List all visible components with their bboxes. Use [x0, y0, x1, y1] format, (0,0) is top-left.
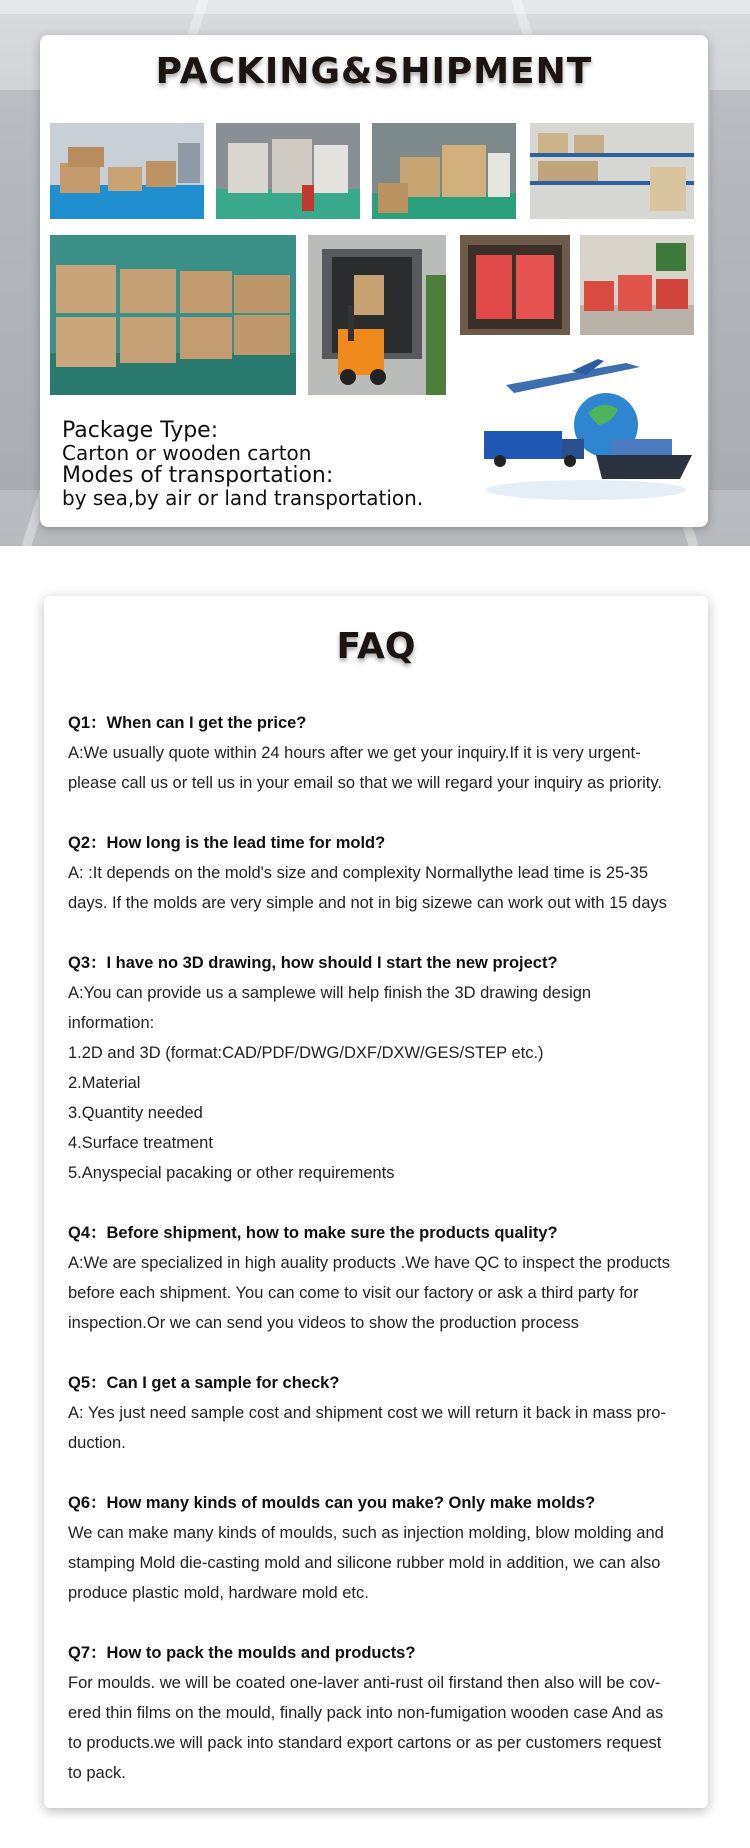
faq-item — [68, 948, 694, 1188]
packing-shipment-card — [40, 35, 708, 527]
faq-answer — [68, 738, 694, 798]
faq-answer-line: ered thin films on the mould, finally pack into non-fumigation wooden case And as — [68, 1704, 664, 1722]
faq-answer-line: A:You can provide us a samplewe will help finish the 3D drawing design — [68, 984, 592, 1002]
faq-answer-line: duction. — [68, 1434, 126, 1452]
package-info — [62, 420, 423, 510]
faq-item — [68, 708, 694, 798]
package-type-label: Package Type: — [62, 418, 219, 443]
faq-answer-line: A:We are specialized in high auality products .We have QC to inspect the products — [68, 1254, 670, 1272]
faq-item — [68, 1638, 694, 1788]
faq-answer-line: please call us or tell us in your email so that we will regard your inquiry as priority. — [68, 774, 662, 792]
faq-question: Q5：Can I get a sample for check? — [68, 1374, 340, 1392]
modes-value: by sea,by air or land transportation. — [62, 486, 424, 510]
faq-answer-line: 5.Anyspecial pacaking or other requirements — [68, 1164, 395, 1182]
faq-question: Q3：I have no 3D drawing, how should I start the new project? — [68, 954, 558, 972]
faq-item — [68, 1488, 694, 1608]
faq-answer — [68, 1518, 694, 1608]
faq-answer-line: 2.Material — [68, 1074, 141, 1092]
faq-item — [68, 1368, 694, 1458]
transportation-globe-illustration — [476, 355, 698, 505]
modes-label: Modes of transportation: — [62, 463, 334, 488]
faq-title: FAQ — [336, 626, 416, 667]
faq-answer-line: For moulds. we will be coated one-laver anti-rust oil firstand then also will be cov- — [68, 1674, 661, 1692]
faq-answer — [68, 1248, 694, 1338]
faq-answer-line: A: Yes just need sample cost and shipment cost we will return it back in mass pro- — [68, 1404, 666, 1422]
faq-list — [68, 708, 694, 1818]
packing-title: PACKING&SHIPMENT — [155, 51, 593, 92]
stacked-cartons-photo — [372, 123, 516, 219]
faq-answer-line: 3.Quantity needed — [68, 1104, 203, 1122]
faq-answer — [68, 1668, 694, 1788]
faq-card — [44, 596, 708, 1808]
faq-answer-line: 4.Surface treatment — [68, 1134, 213, 1152]
faq-question: Q4：Before shipment, how to make sure the products quality? — [68, 1224, 558, 1242]
faq-question: Q2：How long is the lead time for mold? — [68, 834, 386, 852]
faq-item — [68, 828, 694, 918]
faq-answer-line: We can make many kinds of moulds, such as injection molding, blow molding and — [68, 1524, 664, 1542]
faq-answer — [68, 858, 694, 918]
container-red-cartons-photo — [460, 235, 570, 335]
warehouse-shelves-photo — [530, 123, 694, 219]
faq-answer-line: 1.2D and 3D (format:CAD/PDF/DWG/DXF/DXW/GES/STEP etc.) — [68, 1044, 544, 1062]
faq-answer-line: inspection.Or we can send you videos to show the production process — [68, 1314, 579, 1332]
faq-answer-line: A:We usually quote within 24 hours after we get your inquiry.If it is very urgent- — [68, 744, 641, 762]
faq-answer-line: A: :It depends on the mold's size and complexity Normallythe lead time is 25-35 — [68, 864, 649, 882]
faq-question: Q7：How to pack the moulds and products? — [68, 1644, 416, 1662]
faq-answer-line: produce plastic mold, hardware mold etc. — [68, 1584, 369, 1602]
faq-answer — [68, 978, 694, 1188]
faq-answer-line: to pack. — [68, 1764, 126, 1782]
faq-answer — [68, 1398, 694, 1458]
red-cartons-warehouse-photo — [580, 235, 694, 335]
faq-answer-line: to products.we will pack into standard export cartons or as per customers request — [68, 1734, 662, 1752]
pallets-of-cartons-photo — [50, 235, 296, 395]
faq-question: Q1：When can I get the price? — [68, 714, 307, 732]
faq-item — [68, 1218, 694, 1338]
faq-answer-line: before each shipment. You can come to visit our factory or ask a third party for — [68, 1284, 639, 1302]
forklift-loading-container-photo — [308, 235, 446, 395]
faq-answer-line: stamping Mold die-casting mold and silicone rubber mold in addition, we can also — [68, 1554, 661, 1572]
warehouse-cartons-photo — [50, 123, 204, 219]
faq-answer-line: information: — [68, 1014, 155, 1032]
pallet-jack-photo — [216, 123, 360, 219]
faq-question: Q6：How many kinds of moulds can you make? Only make molds? — [68, 1494, 596, 1512]
faq-answer-line: days. If the molds are very simple and not in big sizewe can work out with 15 days — [68, 894, 667, 912]
package-type-value: Carton or wooden carton — [62, 441, 312, 465]
